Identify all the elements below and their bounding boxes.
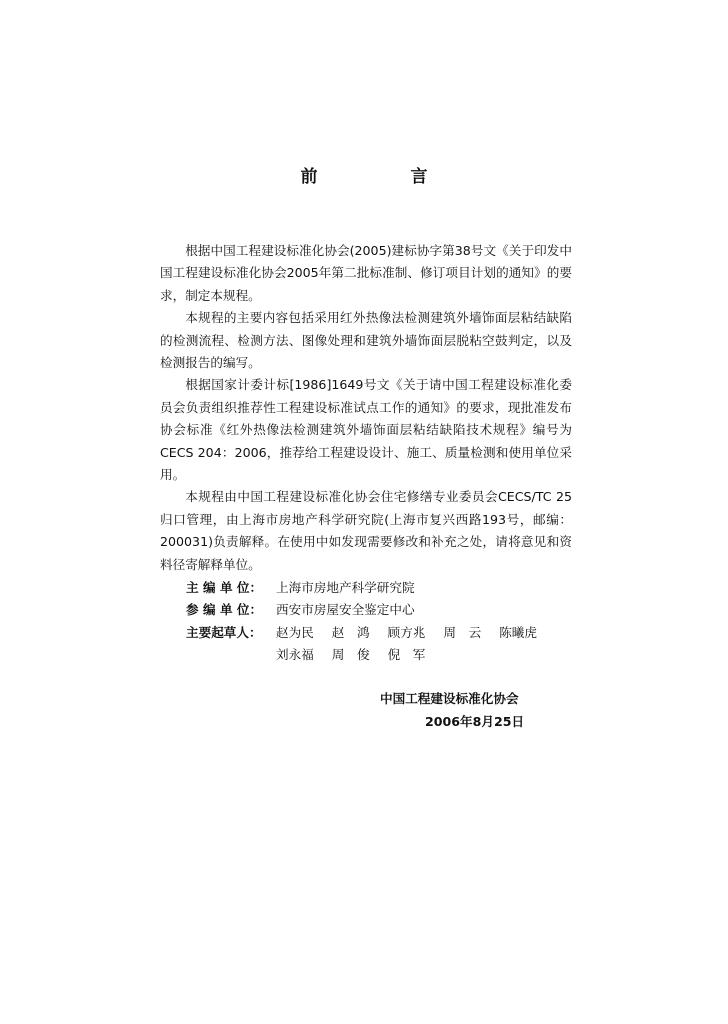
drafters-line-2 <box>276 644 439 666</box>
page-title: 前 言 <box>300 167 466 187</box>
preface-body <box>160 240 572 576</box>
drafters-row <box>186 622 551 644</box>
participating-unit-value: 西安市房屋安全鉴定中心 <box>276 602 415 618</box>
drafter-name: 顾方兆 <box>387 624 426 640</box>
drafter-name: 周 云 <box>443 624 482 640</box>
participating-unit-label: 参 编 单 位： <box>186 602 263 618</box>
chief-unit-value: 上海市房地产科学研究院 <box>276 580 415 595</box>
drafter-name: 赵 鸿 <box>331 624 370 640</box>
drafter-name: 刘永福 <box>276 647 314 663</box>
drafter-name: 陈曦虎 <box>499 624 537 640</box>
drafters-label: 主要起草人： <box>186 624 262 640</box>
drafter-name: 周 俊 <box>331 647 370 663</box>
paragraph: 本规程由中国工程建设标准化协会住宅修缮专业委员会CECS/TC 25归口管理，由上海市房地产科学研究院(上海市复兴西路193号，邮编：200031)负责解释。在使用中如发现需要修改和补充之处，请将意见和资料径寄解释单位。 <box>160 489 572 572</box>
drafter-name: 赵为民 <box>276 624 314 640</box>
drafters-line-1 <box>276 622 551 644</box>
issue-date: 2006年8月25日 <box>425 714 525 729</box>
credits-block <box>186 577 551 667</box>
chief-unit-label: 主 编 单 位： <box>186 580 263 595</box>
drafters-row-continued <box>186 644 551 666</box>
paragraph: 根据中国工程建设标准化协会(2005)建标协字第38号文《关于印发中国工程建设标准化协会2005年第二批标准制、修订项目计划的通知》的要求，制定本规程。 <box>160 243 572 303</box>
paragraph: 本规程的主要内容包括采用红外热像法检测建筑外墙饰面层粘结缺陷的检测流程、检测方法、图像处理和建筑外墙饰面层脱粘空鼓判定，以及检测报告的编写。 <box>160 310 572 371</box>
issuer-name: 中国工程建设标准化协会 <box>380 691 519 706</box>
drafter-name: 倪 军 <box>387 647 426 663</box>
chief-unit-row <box>186 577 551 599</box>
paragraph: 根据国家计委计标[1986]1649号文《关于请中国工程建设标准化委员会负责组织推荐性工程建设标准试点工作的通知》的要求，现批准发布协会标准《红外热像法检测建筑外墙饰面层粘结缺陷技术规程》编号为CECS 204：2006，推荐给工程建设设计、施工、质量检测和使用单位采用。 <box>160 377 572 483</box>
participating-unit-row <box>186 599 551 621</box>
